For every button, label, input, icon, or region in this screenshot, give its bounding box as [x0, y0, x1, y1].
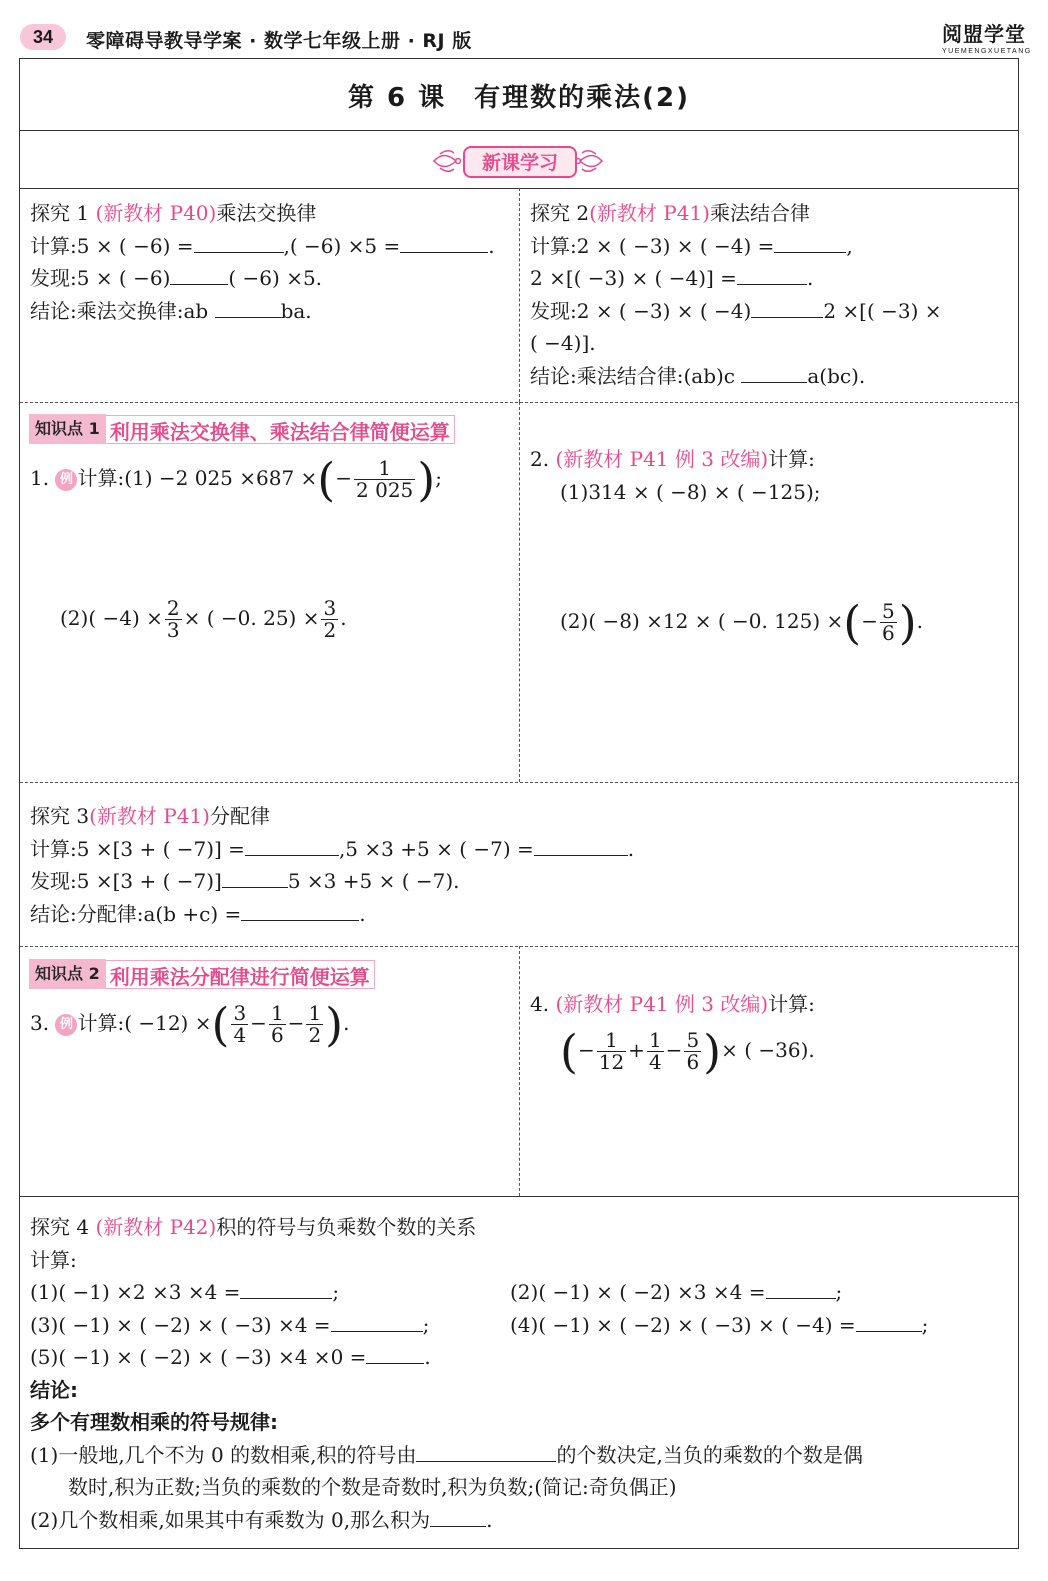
numerator: 3: [233, 1001, 247, 1025]
fraction: [597, 1030, 626, 1073]
paren-left: (: [560, 1024, 578, 1079]
explore4-conclusion-label: 结论:: [30, 1377, 78, 1402]
book-title: 零障碍导教导学案 · 数学七年级上册 · RJ 版: [86, 30, 472, 52]
column-divider: [519, 946, 520, 1196]
explore2-concl-b: a(bc).: [807, 363, 866, 388]
answer-blank[interactable]: [194, 232, 284, 253]
denominator: 4: [233, 1023, 247, 1047]
punct: .: [488, 233, 495, 258]
divider: [20, 1196, 1018, 1197]
answer-blank[interactable]: [245, 835, 339, 856]
explore1-find-a: 发现:5 × ( −6): [30, 266, 171, 290]
fraction: [165, 598, 182, 641]
explore4-ref: (新教材 P42): [95, 1215, 217, 1239]
kp2-tag: 知识点 2: [29, 959, 106, 989]
answer-blank[interactable]: [331, 1311, 423, 1332]
explore3-ref: (新教材 P41): [89, 804, 210, 828]
paren-right: ): [417, 452, 436, 507]
explore3-topic: 分配律: [209, 804, 270, 828]
operator: −: [250, 1011, 267, 1035]
kp1-text: 利用乘法交换律、乘法结合律简便运算: [106, 415, 455, 444]
explore4-item5: (5)( −1) × ( −2) × ( −3) ×4 ×0 =: [30, 1345, 367, 1369]
q1-number: 1.: [30, 466, 50, 490]
denominator: 6: [686, 1050, 700, 1074]
example-icon: 例: [55, 469, 77, 491]
knowledge-point-2: [29, 959, 375, 989]
explore4-item1: (1)( −1) ×2 ×3 ×4 =: [30, 1280, 241, 1304]
minus-sign: −: [861, 609, 878, 633]
explore4-label: 探究 4: [30, 1215, 90, 1239]
paren-right: ): [325, 997, 344, 1052]
q4-cmd: 计算:: [768, 992, 815, 1016]
explore1-calc-a: 计算:5 × ( −6) =: [30, 233, 194, 258]
answer-blank[interactable]: [430, 1506, 486, 1527]
q1-p2-prefix: (2)( −4) ×: [60, 606, 163, 630]
q4-expression: [560, 1024, 815, 1079]
fraction: [354, 458, 415, 501]
explore4-calc: 计算:: [30, 1247, 77, 1272]
q2-part1: (1)314 × ( −8) × ( −125);: [560, 479, 821, 504]
q4-ref: (新教材 P41 例 3 改编): [555, 992, 769, 1016]
denominator: 4: [648, 1050, 662, 1074]
q2-number: 2.: [530, 447, 550, 471]
fraction: [269, 1003, 286, 1046]
punct: ;: [835, 1280, 843, 1304]
worksheet-frame: [19, 58, 1019, 1549]
numerator: 5: [686, 1028, 700, 1052]
page-number: 34: [20, 24, 66, 50]
punct: .: [486, 1507, 493, 1532]
page-header: [0, 0, 1048, 58]
q4-number: 4.: [530, 992, 550, 1016]
operator: −: [665, 1038, 683, 1062]
explore4-item4: (4)( −1) × ( −2) × ( −3) × ( −4) =: [510, 1312, 856, 1337]
fraction: [231, 1003, 248, 1046]
q1-part1: [30, 452, 442, 507]
denominator: 12: [598, 1050, 625, 1074]
explore1-find-b: ( −6) ×5.: [228, 266, 323, 290]
paren-left: (: [317, 452, 336, 507]
answer-blank[interactable]: [241, 900, 359, 921]
punct: ;: [435, 466, 442, 490]
explore3-find-a: 发现:5 ×[3 + ( −7)]: [30, 869, 222, 893]
q2-ref: (新教材 P41 例 3 改编): [555, 447, 769, 471]
q3-number: 3.: [30, 1011, 50, 1035]
explore4-rule-title: 多个有理数相乘的符号规律:: [30, 1410, 278, 1434]
section-badge-label: 新课学习: [463, 146, 577, 178]
explore1-ref: (新教材 P40): [95, 201, 217, 225]
answer-blank[interactable]: [416, 1441, 556, 1462]
paren-left: (: [843, 595, 862, 650]
explore2-topic: 乘法结合律: [709, 201, 810, 225]
q1-p2-mid: × ( −0. 25) ×: [183, 606, 320, 630]
answer-blank[interactable]: [170, 264, 228, 285]
q3-prefix: 计算:( −12) ×: [77, 1011, 212, 1035]
kp1-tag: 知识点 1: [29, 414, 106, 444]
explore4-block: [30, 1211, 928, 1536]
explore2-ref: (新教材 P41): [589, 201, 710, 225]
explore4-item3: (3)( −1) × ( −2) × ( −3) ×4 =: [30, 1312, 331, 1337]
explore1-concl-a: 结论:乘法交换律:ab: [30, 298, 209, 323]
q2-p2-prefix: (2)( −8) ×12 × ( −0. 125) ×: [560, 609, 844, 633]
fraction: [880, 601, 897, 644]
kp2-text: 利用乘法分配律进行简便运算: [106, 960, 375, 989]
q4-tail: × ( −36).: [721, 1038, 815, 1062]
punct: ;: [422, 1312, 430, 1337]
answer-blank[interactable]: [751, 297, 823, 318]
answer-blank[interactable]: [240, 1278, 332, 1299]
answer-blank[interactable]: [215, 297, 281, 318]
explore1-concl-b: ba.: [280, 298, 312, 323]
fraction: [321, 598, 338, 641]
punct: ;: [921, 1312, 929, 1337]
explore3-label: 探究 3: [30, 804, 90, 828]
explore2-block: [530, 197, 942, 392]
q4-block: [530, 988, 815, 1021]
paren-right: ): [898, 595, 917, 650]
answer-blank[interactable]: [222, 867, 288, 888]
explore3-find-b: 5 ×3 +5 × ( −7).: [287, 869, 460, 893]
punct: .: [359, 901, 366, 926]
q2-part2: [560, 595, 924, 650]
numerator: 5: [881, 599, 895, 623]
denominator: 2 025: [356, 478, 414, 502]
divider: [20, 130, 1018, 131]
numerator: 2: [166, 596, 180, 620]
punct: .: [343, 1011, 350, 1035]
q1-p1-prefix: 计算:(1) −2 025 ×687 ×: [77, 466, 318, 490]
q2-block: [530, 443, 821, 508]
column-divider: [519, 188, 520, 402]
minus-sign: −: [577, 1038, 595, 1062]
fraction: [647, 1030, 664, 1073]
explore1-topic: 乘法交换律: [216, 201, 317, 225]
lesson-title: 第 6 课 有理数的乘法(2): [347, 83, 691, 113]
explore4-rule1-c: 数时,积为正数;当负的乘数的个数是奇数时,积为负数;(简记:奇负偶正): [68, 1475, 677, 1499]
q1-part2: [60, 593, 347, 643]
punct: .: [424, 1345, 431, 1369]
denominator: 2: [308, 1023, 322, 1047]
fraction: [684, 1030, 701, 1073]
explore2-calc2: 2 ×[( −3) × ( −4)] =: [530, 266, 737, 290]
punct: .: [627, 836, 635, 861]
numerator: 1: [597, 1030, 626, 1052]
punct: .: [916, 609, 924, 633]
explore1-label: 探究 1: [30, 201, 90, 225]
explore1-block: [30, 197, 495, 327]
answer-blank[interactable]: [534, 835, 628, 856]
explore4-rule1-b: 的个数决定,当负的乘数的个数是偶: [556, 1442, 863, 1467]
denominator: 2: [323, 618, 337, 642]
explore2-label: 探究 2: [530, 201, 590, 225]
column-divider: [519, 402, 520, 782]
punct: ,: [846, 233, 853, 258]
operator: −: [287, 1011, 305, 1035]
numerator: 1: [270, 1001, 284, 1025]
explore2-find-a: 发现:2 × ( −3) × ( −4): [530, 298, 752, 323]
section-badge: [430, 144, 606, 178]
denominator: 6: [881, 621, 895, 645]
explore1-calc-b: ,( −6) ×5 =: [283, 233, 401, 258]
answer-blank[interactable]: [766, 1278, 836, 1299]
brand-pinyin: YUEMENGXUETANG: [942, 48, 1032, 55]
answer-blank[interactable]: [741, 362, 807, 383]
answer-blank[interactable]: [400, 232, 488, 253]
explore2-find-c: ( −4)].: [530, 331, 596, 355]
explore3-concl-a: 结论:分配律:a(b +c) =: [30, 901, 242, 926]
explore4-item2: (2)( −1) × ( −2) ×3 ×4 =: [510, 1280, 766, 1304]
operator: +: [628, 1038, 645, 1062]
explore2-find-b: 2 ×[( −3) ×: [823, 298, 942, 323]
explore4-rule1-a: (1)一般地,几个不为 0 的数相乘,积的符号由: [30, 1442, 417, 1467]
paren-left: (: [211, 997, 230, 1052]
brand-logo: [942, 18, 1032, 55]
numerator: 1: [354, 458, 415, 480]
numerator: 1: [648, 1028, 662, 1052]
q3-expression: [30, 997, 350, 1052]
explore2-calc1: 计算:2 × ( −3) × ( −4) =: [530, 233, 775, 258]
knowledge-point-1: [29, 414, 455, 444]
fraction: [306, 1003, 323, 1046]
denominator: 3: [166, 618, 180, 642]
example-icon: 例: [55, 1014, 77, 1036]
answer-blank[interactable]: [366, 1343, 424, 1364]
explore2-concl-a: 结论:乘法结合律:(ab)c: [530, 363, 736, 388]
explore3-block: [30, 800, 634, 930]
punct: ;: [332, 1280, 340, 1304]
explore3-calc-a: 计算:5 ×[3 + ( −7)] =: [30, 836, 245, 861]
numerator: 1: [308, 1001, 322, 1025]
explore4-rule2-a: (2)几个数相乘,如果其中有乘数为 0,那么积为: [30, 1507, 431, 1532]
punct: .: [340, 606, 347, 630]
brand-name: 阅盟学堂: [942, 22, 1026, 46]
q2-cmd: 计算:: [768, 447, 815, 471]
numerator: 3: [323, 596, 337, 620]
explore3-calc-b: ,5 ×3 +5 × ( −7) =: [338, 836, 534, 861]
denominator: 6: [270, 1023, 284, 1047]
answer-blank[interactable]: [856, 1311, 922, 1332]
punct: .: [806, 266, 814, 290]
divider: [20, 782, 1018, 783]
answer-blank[interactable]: [737, 264, 807, 285]
minus-sign: −: [335, 466, 353, 490]
answer-blank[interactable]: [774, 232, 846, 253]
explore4-topic: 积的符号与负乘数个数的关系: [216, 1215, 477, 1239]
paren-right: ): [703, 1024, 722, 1079]
